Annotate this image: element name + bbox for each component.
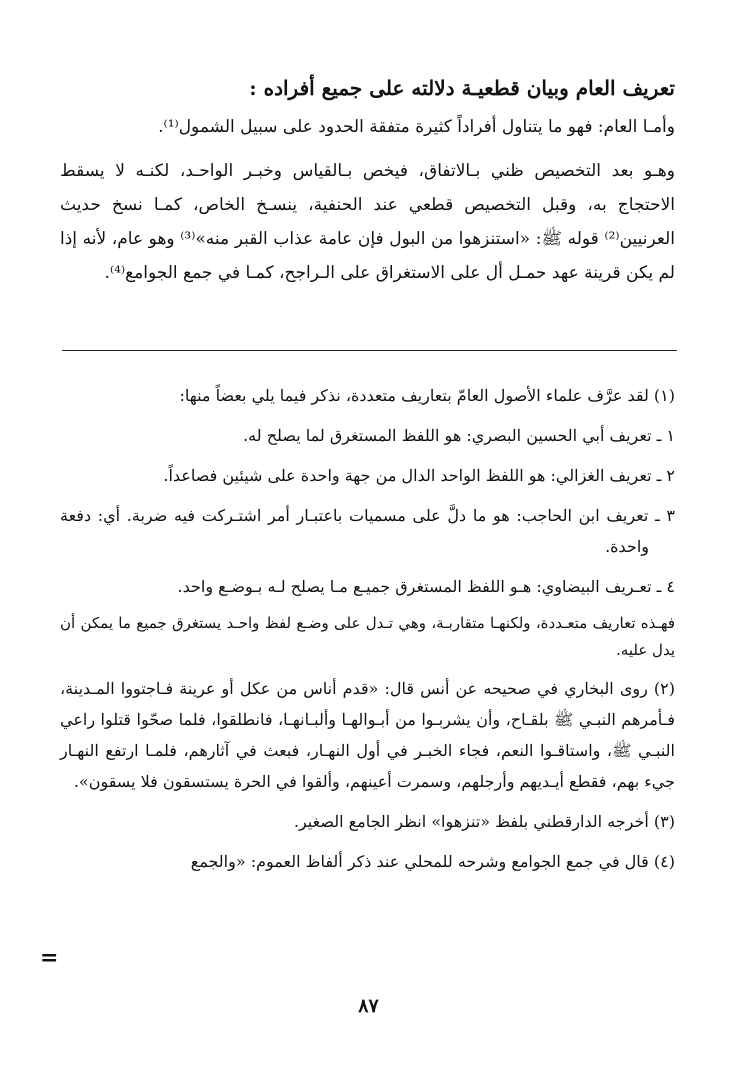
footnote-separator (62, 350, 677, 351)
footnote-4: (٤) قال في جمع الجوامع وشرحه للمحلي عند ذكر ألفاظ العموم: «والجمع (190, 852, 675, 871)
definition-item: ١ ـ تعريف أبي الحسين البصري: هو اللفظ المستغرق لما يصلح له. (243, 426, 675, 445)
paragraph-definition: وأمـا العام: فهو ما يتناول أفراداً كثيرة متفقة الحدود على سبيل الشمول⁽¹⁾. (158, 117, 675, 137)
footnotes (60, 380, 675, 877)
paragraph-specification: وهـو بعد التخصيص ظني بـالاتفاق، فيخص بـالقياس وخبـر الواحـد، لكنـه لا يسقط الاحتجاج به، وقبل التخصيص قطعي عند الحنفية، ينسـخ الخاص، كمـا نسخ حديث العرنيين⁽²⁾ قوله ﷺ: «استنزهوا من البول فإن عامة عذاب القبر منه»⁽³⁾ وهو عام، لأنه إذا لم يكن قرينة عهد حمـل أل على الاستغراق على الـراجح، كمـا في جمع الجوامع⁽⁴⁾. (60, 161, 676, 283)
page-number: ٨٧ (358, 995, 379, 1017)
footnote-3: (٣) أخرجه الدارقطني بلفظ «تنزهوا» انظر الجامع الصغير. (293, 812, 675, 831)
definition-item: ٤ ـ تعـريف البيضاوي: هـو اللفظ المستغرق جميـع مـا يصلح لـه بـوضـع واحد. (177, 577, 675, 596)
main-text (60, 110, 675, 290)
footnote-1-summary: فهـذه تعاريف متعـددة، ولكنهـا متقاربـة، وهي تـدل على وضـع لفظ واحـد يستغرق جميع ما يمكن أن يدل عليه. (60, 614, 675, 659)
footnote-2: (٢) روى البخاري في صحيحه عن أنس قال: «قدم أناس من عكل أو عرينة فـاجتووا المـدينة، فـأمرهم النبـي ﷺ بلقـاح، وأن يشربـوا من أبـوالهـا وألبـانهـا، فانطلقوا، فلما صحّوا قتلوا راعي النبـي ﷺ، واستاقـوا النعم، فجاء الخبـر في أول النهـار، فبعث في آثارهم، فلمـا ارتفع النهـار جيء بهم، فقطع أيـديهم وأرجلهم، وسمرت أعينهم، وألقوا في الحرة يستسقون فلا يسقون». (60, 679, 675, 791)
definition-item: ٣ ـ تعريف ابن الحاجب: هو ما دلَّ على مسميات باعتبـار أمر اشتـركت فيه ضربة. أي: دفعة واحدة. (60, 506, 675, 556)
definition-item: ٢ ـ تعريف الغزالي: هو اللفظ الواحد الدال من جهة واحدة على شيئين فصاعداً. (163, 466, 675, 485)
continuation-mark: = (40, 945, 59, 971)
section-heading: تعريف العام وبيان قطعيـة دلالته على جميع أفراده : (249, 76, 675, 100)
footnote-1-intro: (١) لقد عرَّف علماء الأصول العامّ بتعاريف متعددة، نذكر فيما يلي بعضاً منها: (179, 386, 675, 405)
